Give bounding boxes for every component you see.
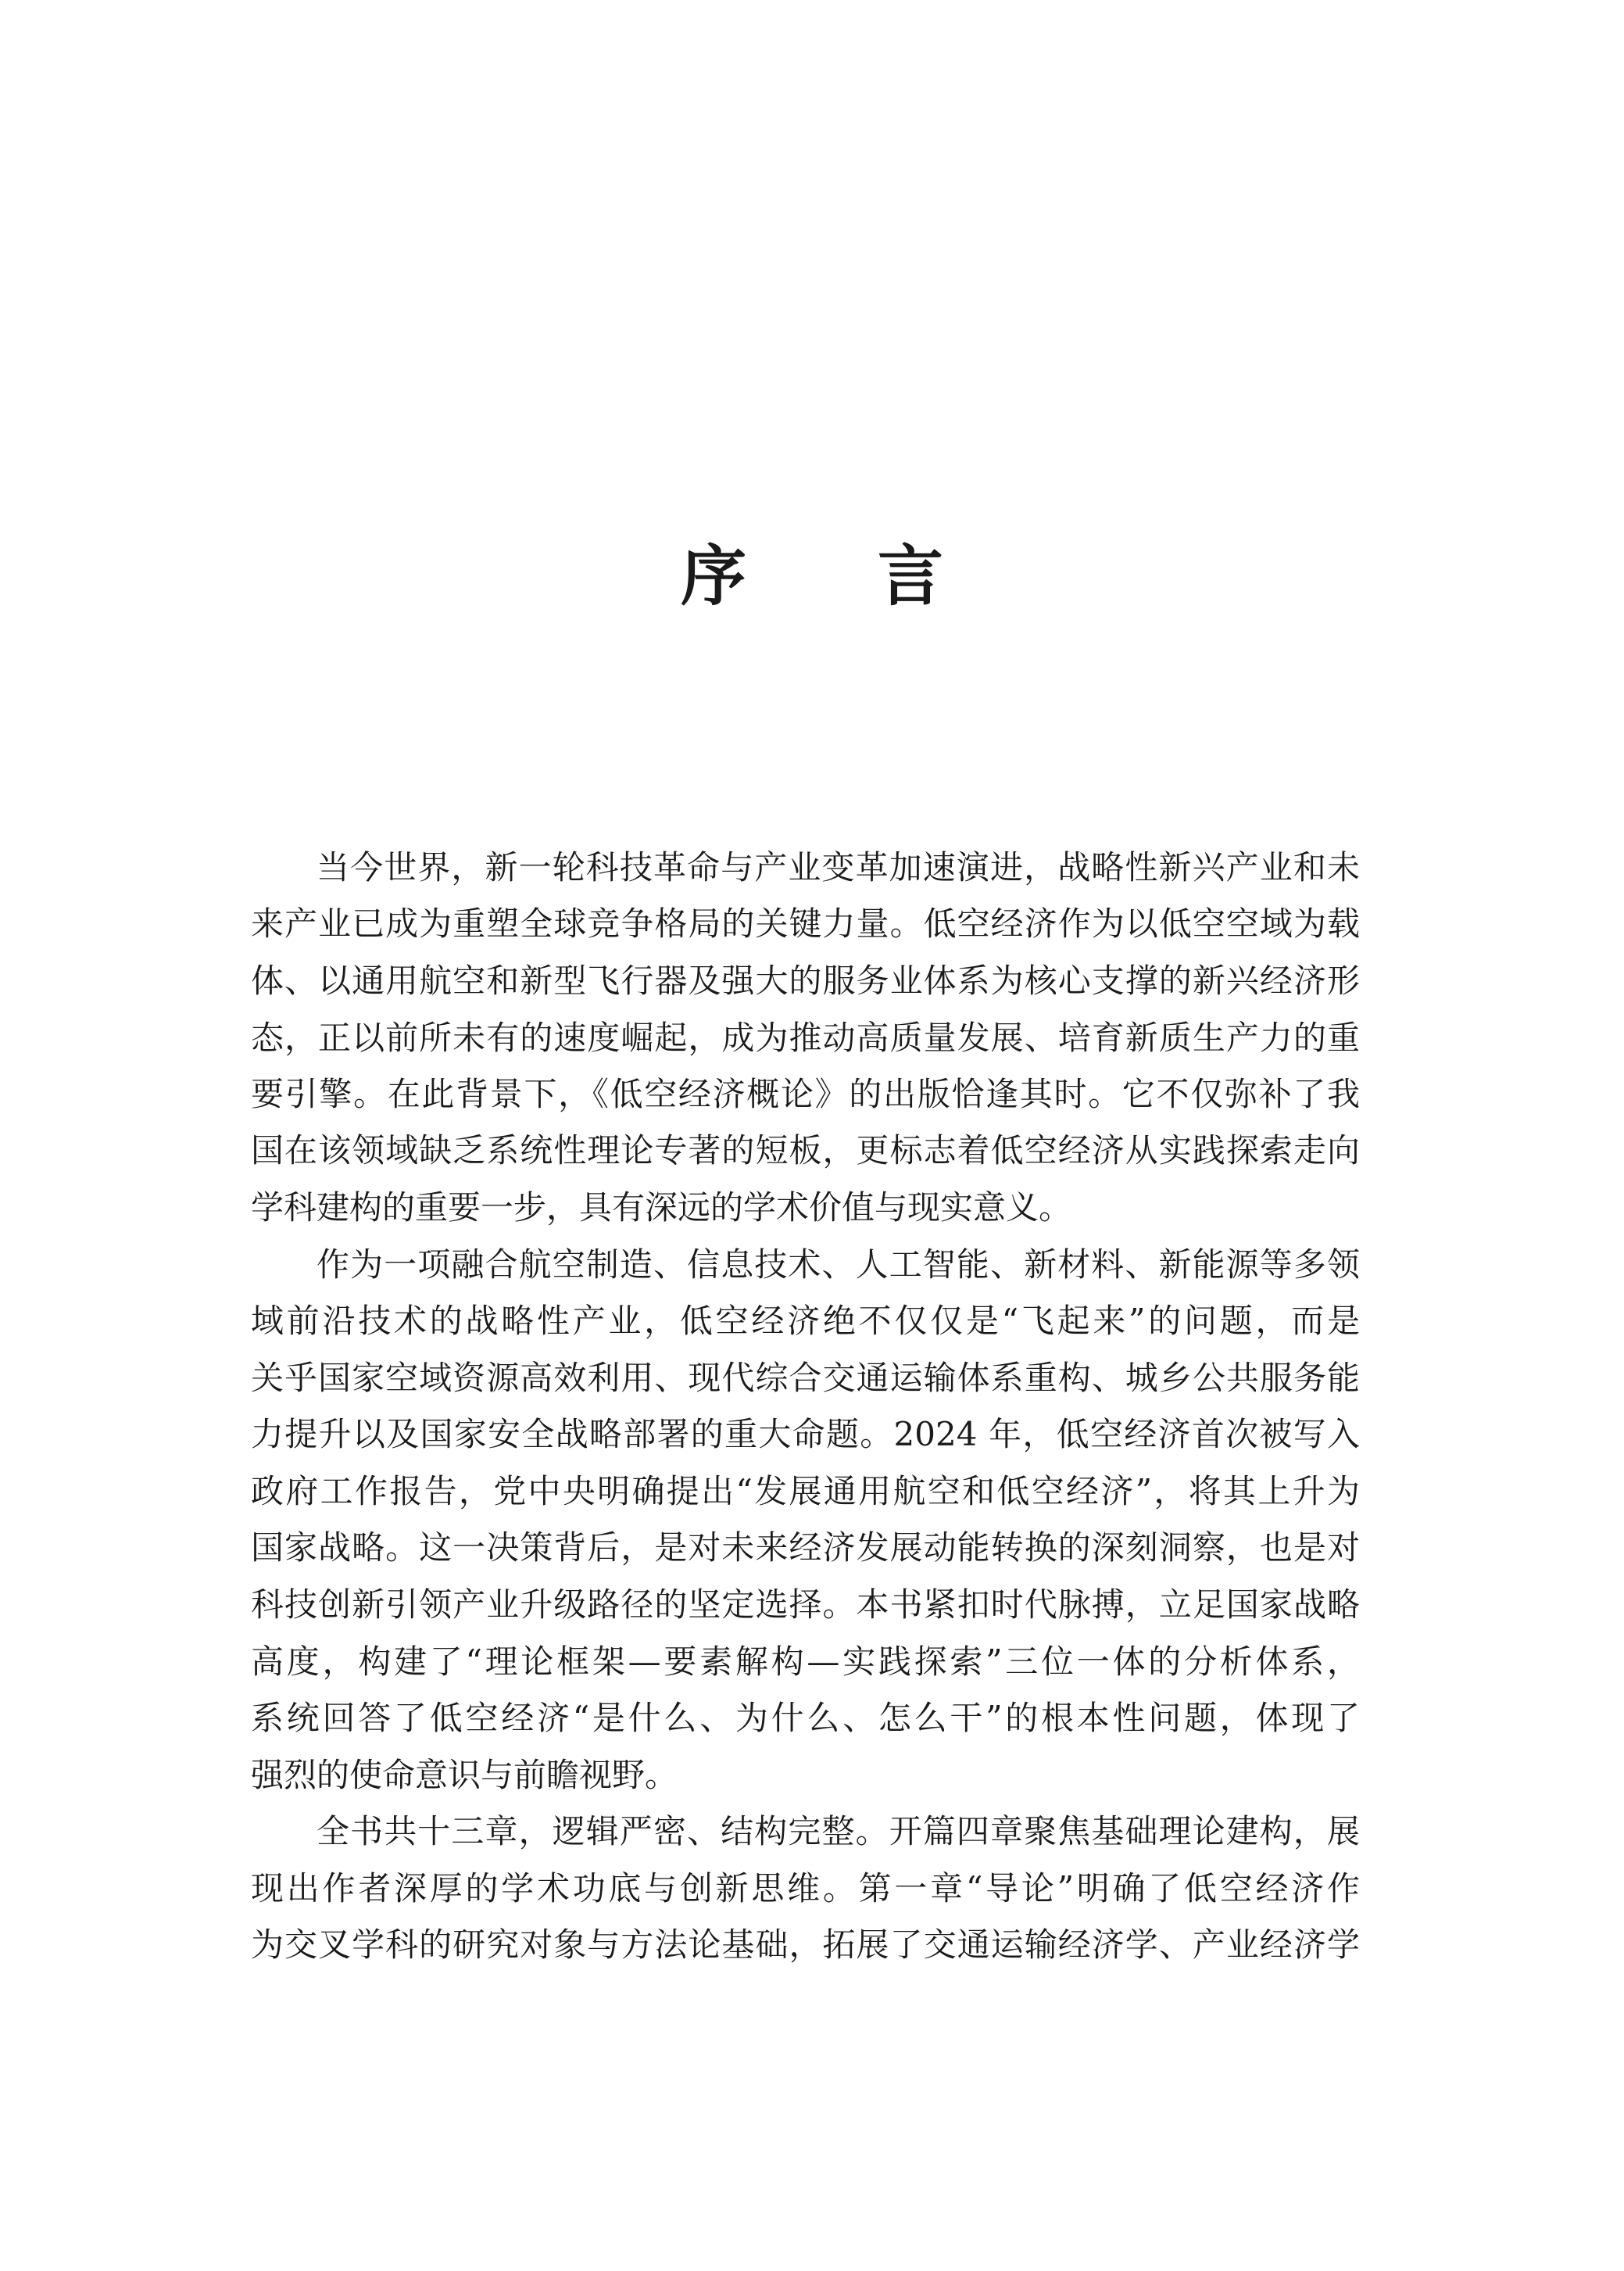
paragraph-1-line-1: 当今世界，新一轮科技革命与产业变革加速演进，战略性新兴产业和未 xyxy=(317,848,1360,887)
paragraph-2-line-2: 域前沿技术的战略性产业，低空经济绝不仅仅是“飞起来”的问题，而是 xyxy=(251,1302,1360,1340)
page-title xyxy=(0,533,1624,619)
paragraph-1-line-7: 学科建构的重要一步，具有深远的学术价值与现实意义。 xyxy=(251,1188,1072,1227)
paragraph-1-line-4: 态，正以前所未有的速度崛起，成为推动高质量发展、培育新质生产力的重 xyxy=(251,1019,1360,1057)
paragraph-1-line-5: 要引擎。在此背景下，《低空经济概论》的出版恰逢其时。它不仅弥补了我 xyxy=(251,1075,1360,1113)
paragraph-1-line-2: 来产业已成为重塑全球竞争格局的关键力量。低空经济作为以低空空域为载 xyxy=(251,904,1360,943)
paragraph-3-line-2: 现出作者深厚的学术功底与创新思维。第一章“导论”明确了低空经济作 xyxy=(251,1869,1360,1907)
paragraph-2-line-5: 政府工作报告，党中央明确提出“发展通用航空和低空经济”，将其上升为 xyxy=(251,1472,1360,1510)
paragraph-1-line-3: 体、以通用航空和新型飞行器及强大的服务业体系为核心支撑的新兴经济形 xyxy=(251,962,1360,1000)
paragraph-2-line-8: 高度，构建了“理论框架—要素解构—实践探索”三位一体的分析体系， xyxy=(251,1642,1360,1681)
paragraph-2-line-3: 关乎国家空域资源高效利用、现代综合交通运输体系重构、城乡公共服务能 xyxy=(251,1359,1360,1397)
title-char-1: 序 xyxy=(680,537,746,614)
paragraph-2-line-10: 强烈的使命意识与前瞻视野。 xyxy=(251,1756,678,1794)
paragraph-2-line-9: 系统回答了低空经济“是什么、为什么、怎么干”的根本性问题，体现了 xyxy=(251,1699,1360,1737)
title-char-2: 言 xyxy=(878,537,944,614)
paragraph-3-line-1: 全书共十三章，逻辑严密、结构完整。开篇四章聚焦基础理论建构，展 xyxy=(317,1812,1360,1850)
paragraph-2-line-4: 力提升以及国家安全战略部署的重大命题。2024 年，低空经济首次被写入 xyxy=(251,1415,1360,1453)
paragraph-1-line-6: 国在该领域缺乏系统性理论专著的短板，更标志着低空经济从实践探索走向 xyxy=(251,1131,1360,1170)
paragraph-2-line-1: 作为一项融合航空制造、信息技术、人工智能、新材料、新能源等多领 xyxy=(317,1245,1360,1284)
paragraph-2-line-7: 科技创新引领产业升级路径的坚定选择。本书紧扣时代脉搏，立足国家战略 xyxy=(251,1585,1360,1624)
paragraph-2-line-6: 国家战略。这一决策背后，是对未来经济发展动能转换的深刻洞察，也是对 xyxy=(251,1528,1360,1567)
paragraph-3-line-3: 为交叉学科的研究对象与方法论基础，拓展了交通运输经济学、产业经济学 xyxy=(251,1925,1360,1964)
